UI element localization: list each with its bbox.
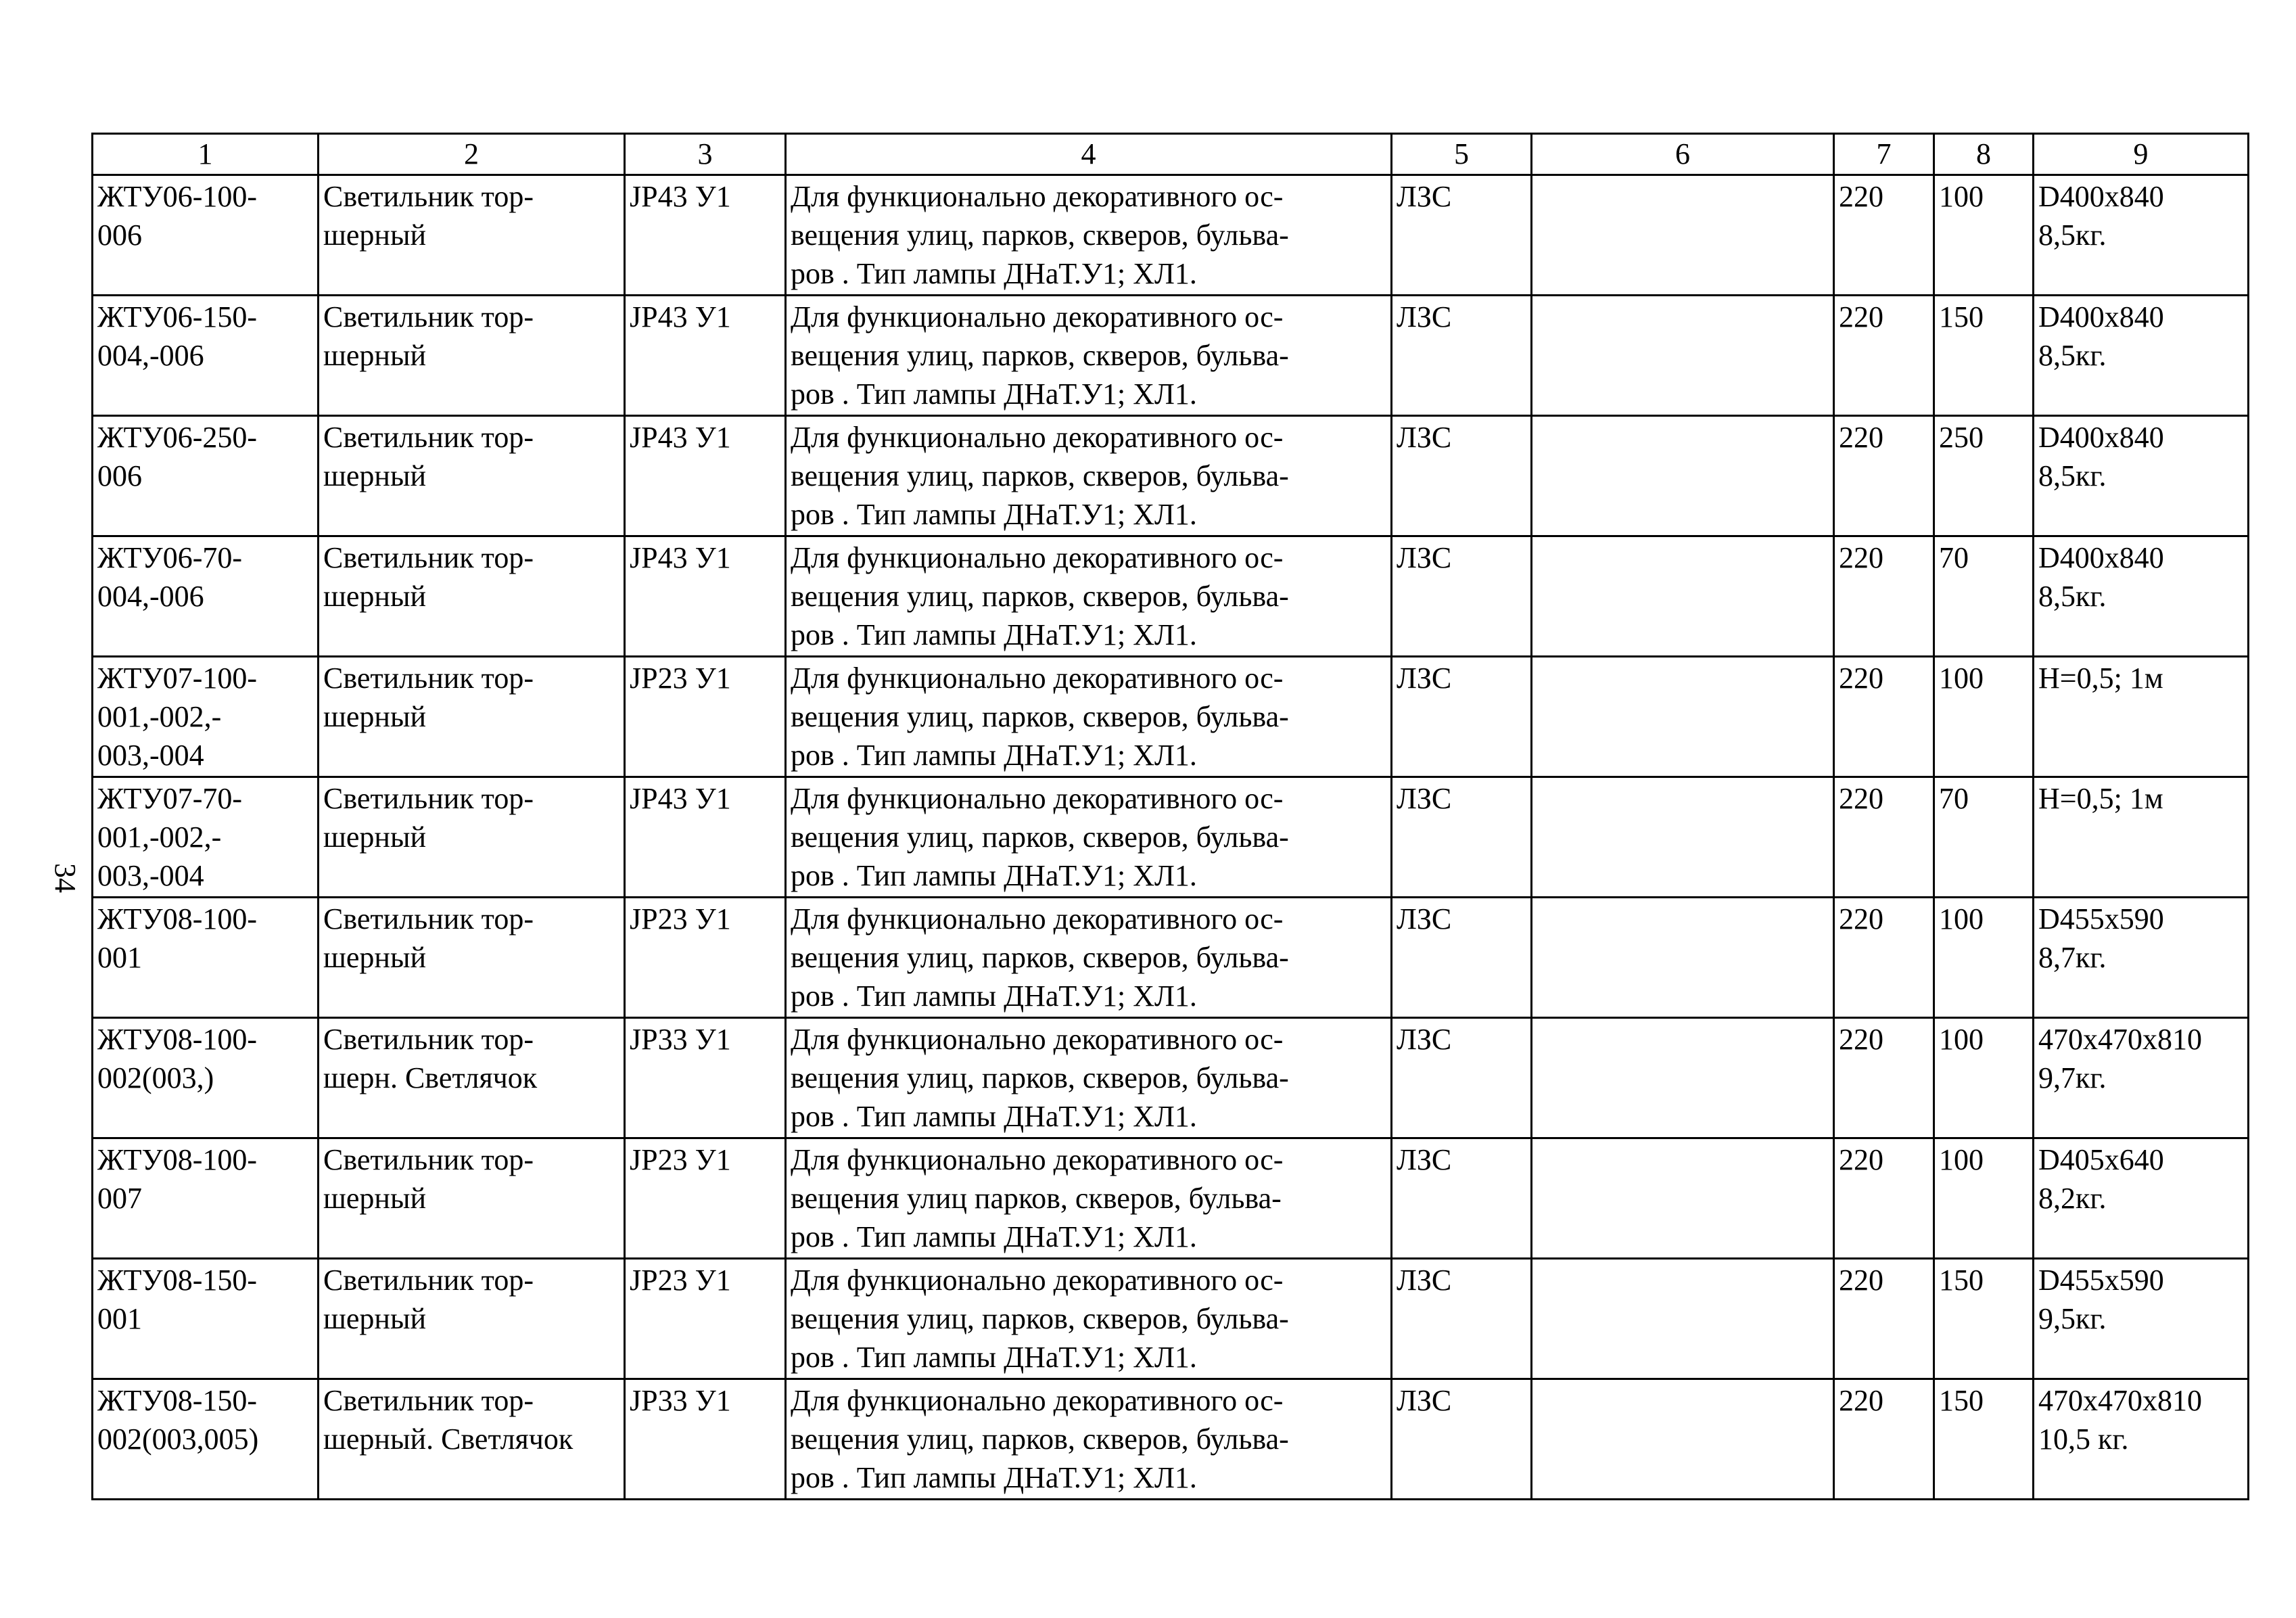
product-code-cell: ЖТУ06-70- 004,-006 [93,536,319,657]
product-name-cell: Светильник тор- шерный [319,898,625,1018]
lamp-type-cell: ЛЗС [1392,898,1532,1018]
column-6-cell [1532,898,1834,1018]
power-cell: 250 [1934,416,2034,536]
power-cell: 70 [1934,777,2034,898]
product-name-cell: Светильник тор- шерный [319,175,625,296]
col-header-7: 7 [1834,134,1934,175]
col-header-1: 1 [93,134,319,175]
product-code-cell: ЖТУ08-150- 001 [93,1259,319,1379]
product-code-cell: ЖТУ08-100- 002(003,) [93,1018,319,1138]
column-6-cell [1532,1259,1834,1379]
power-cell: 150 [1934,296,2034,416]
lamp-type-cell: ЛЗС [1392,175,1532,296]
product-code-cell: ЖТУ06-150- 004,-006 [93,296,319,416]
protection-class-cell: JP43 У1 [625,777,786,898]
col-header-2: 2 [319,134,625,175]
product-name-cell: Светильник тор- шерный. Светлячок [319,1379,625,1500]
table-row [93,296,2249,416]
dimensions-weight-cell: D455x590 8,7кг. [2034,898,2249,1018]
lamp-type-cell: ЛЗС [1392,1259,1532,1379]
purpose-cell: Для функционально декоративного ос- вещения улиц, парков, скверов, бульва- ров . Тип лампы ДНаТ.У1; ХЛ1. [786,1018,1392,1138]
dimensions-weight-cell: D405x640 8,2кг. [2034,1138,2249,1259]
table-row [93,1379,2249,1500]
product-name-cell: Светильник тор- шерный [319,536,625,657]
dimensions-weight-cell: 470x470x810 10,5 кг. [2034,1379,2249,1500]
product-name-cell: Светильник тор- шерн. Светлячок [319,1018,625,1138]
voltage-cell: 220 [1834,416,1934,536]
product-name-cell: Светильник тор- шерный [319,1259,625,1379]
lamp-type-cell: ЛЗС [1392,1379,1532,1500]
table-row [93,536,2249,657]
protection-class-cell: JP23 У1 [625,1259,786,1379]
column-6-cell [1532,416,1834,536]
lamp-type-cell: ЛЗС [1392,777,1532,898]
product-code-cell: ЖТУ08-150- 002(003,005) [93,1379,319,1500]
voltage-cell: 220 [1834,536,1934,657]
column-6-cell [1532,1018,1834,1138]
column-6-cell [1532,175,1834,296]
table-row [93,898,2249,1018]
protection-class-cell: JP43 У1 [625,175,786,296]
table-row [93,175,2249,296]
col-header-4: 4 [786,134,1392,175]
protection-class-cell: JP43 У1 [625,536,786,657]
column-6-cell [1532,777,1834,898]
product-name-cell: Светильник тор- шерный [319,296,625,416]
product-code-cell: ЖТУ07-100- 001,-002,- 003,-004 [93,657,319,777]
product-name-cell: Светильник тор- шерный [319,416,625,536]
purpose-cell: Для функционально декоративного ос- вещения улиц парков, скверов, бульва- ров . Тип лампы ДНаТ.У1; ХЛ1. [786,1138,1392,1259]
dimensions-weight-cell: 470x470x810 9,7кг. [2034,1018,2249,1138]
product-name-cell: Светильник тор- шерный [319,657,625,777]
purpose-cell: Для функционально декоративного ос- вещения улиц, парков, скверов, бульва- ров . Тип лампы ДНаТ.У1; ХЛ1. [786,175,1392,296]
voltage-cell: 220 [1834,175,1934,296]
page-number: 34 [49,863,82,893]
product-code-cell: ЖТУ07-70- 001,-002,- 003,-004 [93,777,319,898]
col-header-6: 6 [1532,134,1834,175]
power-cell: 150 [1934,1379,2034,1500]
protection-class-cell: JP23 У1 [625,1138,786,1259]
lamp-type-cell: ЛЗС [1392,296,1532,416]
purpose-cell: Для функционально декоративного ос- вещения улиц, парков, скверов, бульва- ров . Тип лампы ДНаТ.У1; ХЛ1. [786,1259,1392,1379]
protection-class-cell: JP33 У1 [625,1018,786,1138]
dimensions-weight-cell: D400x840 8,5кг. [2034,536,2249,657]
purpose-cell: Для функционально декоративного ос- вещения улиц, парков, скверов, бульва- ров . Тип лампы ДНаТ.У1; ХЛ1. [786,416,1392,536]
column-6-cell [1532,657,1834,777]
dimensions-weight-cell: H=0,5; 1м [2034,657,2249,777]
dimensions-weight-cell: D400x840 8,5кг. [2034,416,2249,536]
purpose-cell: Для функционально декоративного ос- вещения улиц, парков, скверов, бульва- ров . Тип лампы ДНаТ.У1; ХЛ1. [786,898,1392,1018]
voltage-cell: 220 [1834,1138,1934,1259]
power-cell: 70 [1934,536,2034,657]
protection-class-cell: JP23 У1 [625,657,786,777]
lamp-type-cell: ЛЗС [1392,1018,1532,1138]
power-cell: 100 [1934,1138,2034,1259]
purpose-cell: Для функционально декоративного ос- вещения улиц, парков, скверов, бульва- ров . Тип лампы ДНаТ.У1; ХЛ1. [786,1379,1392,1500]
lamp-type-cell: ЛЗС [1392,657,1532,777]
protection-class-cell: JP23 У1 [625,898,786,1018]
header-row [93,134,2249,175]
purpose-cell: Для функционально декоративного ос- вещения улиц, парков, скверов, бульва- ров . Тип лампы ДНаТ.У1; ХЛ1. [786,296,1392,416]
dimensions-weight-cell: H=0,5; 1м [2034,777,2249,898]
voltage-cell: 220 [1834,1018,1934,1138]
power-cell: 100 [1934,1018,2034,1138]
column-6-cell [1532,1379,1834,1500]
table-row [93,1138,2249,1259]
product-name-cell: Светильник тор- шерный [319,777,625,898]
power-cell: 150 [1934,1259,2034,1379]
dimensions-weight-cell: D455x590 9,5кг. [2034,1259,2249,1379]
voltage-cell: 220 [1834,1379,1934,1500]
product-code-cell: ЖТУ06-100- 006 [93,175,319,296]
protection-class-cell: JP43 У1 [625,416,786,536]
col-header-9: 9 [2034,134,2249,175]
voltage-cell: 220 [1834,777,1934,898]
voltage-cell: 220 [1834,657,1934,777]
purpose-cell: Для функционально декоративного ос- вещения улиц, парков, скверов, бульва- ров . Тип лампы ДНаТ.У1; ХЛ1. [786,536,1392,657]
specification-table [91,133,2249,1500]
power-cell: 100 [1934,175,2034,296]
product-name-cell: Светильник тор- шерный [319,1138,625,1259]
table-row [93,657,2249,777]
purpose-cell: Для функционально декоративного ос- вещения улиц, парков, скверов, бульва- ров . Тип лампы ДНаТ.У1; ХЛ1. [786,657,1392,777]
col-header-5: 5 [1392,134,1532,175]
power-cell: 100 [1934,657,2034,777]
protection-class-cell: JP33 У1 [625,1379,786,1500]
column-6-cell [1532,536,1834,657]
table-row [93,416,2249,536]
product-code-cell: ЖТУ08-100- 007 [93,1138,319,1259]
voltage-cell: 220 [1834,1259,1934,1379]
voltage-cell: 220 [1834,898,1934,1018]
table-row [93,1018,2249,1138]
table-row [93,1259,2249,1379]
dimensions-weight-cell: D400x840 8,5кг. [2034,175,2249,296]
col-header-8: 8 [1934,134,2034,175]
power-cell: 100 [1934,898,2034,1018]
lamp-type-cell: ЛЗС [1392,416,1532,536]
product-code-cell: ЖТУ06-250- 006 [93,416,319,536]
dimensions-weight-cell: D400x840 8,5кг. [2034,296,2249,416]
column-6-cell [1532,296,1834,416]
column-6-cell [1532,1138,1834,1259]
voltage-cell: 220 [1834,296,1934,416]
col-header-3: 3 [625,134,786,175]
purpose-cell: Для функционально декоративного ос- вещения улиц, парков, скверов, бульва- ров . Тип лампы ДНаТ.У1; ХЛ1. [786,777,1392,898]
lamp-type-cell: ЛЗС [1392,1138,1532,1259]
lamp-type-cell: ЛЗС [1392,536,1532,657]
table-row [93,777,2249,898]
product-code-cell: ЖТУ08-100- 001 [93,898,319,1018]
protection-class-cell: JP43 У1 [625,296,786,416]
